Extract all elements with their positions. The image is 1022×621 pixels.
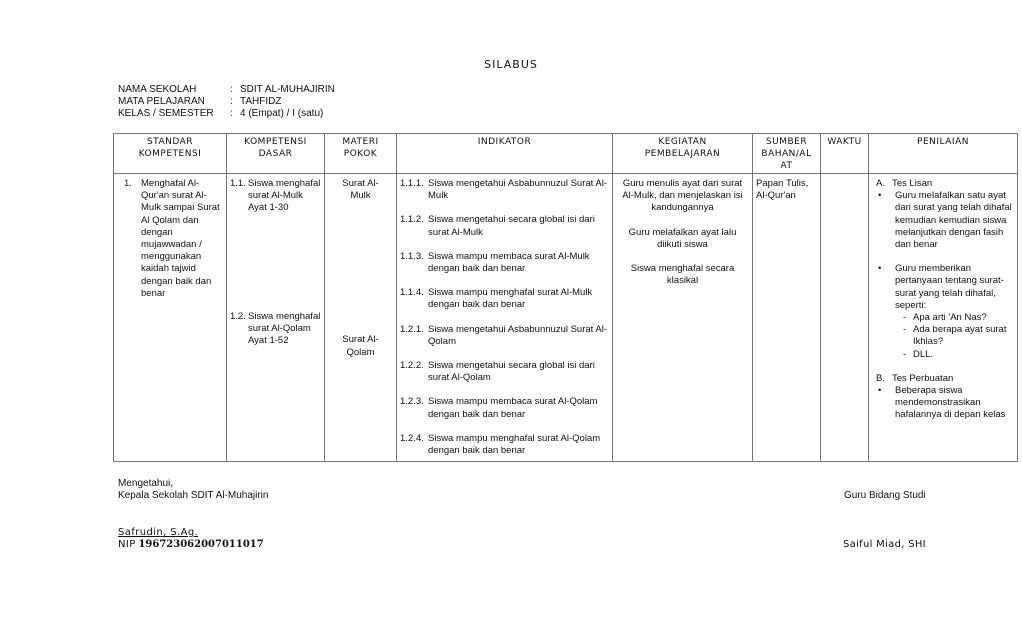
header-sumber-bahan-alat — [753, 134, 821, 174]
item-number: 1.1.1. — [400, 178, 424, 189]
item-text: Siswa mampu membaca surat Al-Mulk dengan baik dan benar — [428, 250, 590, 275]
list-item — [400, 433, 609, 457]
page-title: SILABUS — [484, 58, 538, 71]
header-line: DASAR — [258, 149, 293, 159]
header-line: PEMBELAJARAN — [644, 149, 721, 159]
footer-nip — [118, 539, 264, 551]
list-item — [400, 251, 609, 275]
item-text: Ada berapa ayat surat Ikhlas? — [913, 324, 1007, 348]
cell-waktu — [821, 174, 869, 462]
list-item — [400, 396, 609, 420]
list-item — [872, 349, 1014, 361]
item-number: 1.1. — [230, 178, 246, 189]
footer-head-name: Safrudin, S.Ag. — [118, 527, 199, 538]
header-line: INDIKATOR — [477, 137, 532, 147]
table-row — [114, 174, 1018, 462]
materi-item: Surat Al-Qolam — [342, 334, 379, 358]
item-number: 1.2.1. — [400, 323, 424, 335]
info-separator: : — [230, 108, 233, 119]
header-line: KOMPETENSI — [244, 137, 307, 147]
item-text: Siswa menghafal surat Al-Qolam Ayat 1-52 — [248, 310, 321, 347]
item-text: Beberapa siswa mendemonstrasikan hafalannya di depan kelas — [895, 385, 1006, 421]
item-text: Siswa mengetahui Asbabunnuzul Surat Al-Mulk — [428, 178, 608, 202]
item-text: Siswa mampu menghafal surat Al-Qolam dengan baik dan benar — [428, 432, 601, 457]
footer-teacher-title: Guru Bidang Studi — [844, 490, 926, 501]
header-line: KEGIATAN — [658, 137, 707, 147]
list-item — [400, 178, 609, 202]
item-text: Apa arti 'An Nas? — [913, 312, 987, 324]
item-number: 1.2.4. — [400, 432, 424, 444]
header-line: STANDAR — [146, 137, 194, 147]
waktu-text — [821, 174, 868, 182]
section-text: Tes Perbuatan — [892, 372, 954, 384]
school-info — [118, 84, 335, 120]
dash-icon: - — [903, 312, 907, 324]
section-text: Tes Lisan — [892, 178, 933, 189]
info-row-subject — [118, 96, 335, 108]
item-text: Guru memberikan pertanyaan tentang surat-surat yang telah dihafal, seperti: — [895, 263, 1004, 311]
bullet-icon: • — [878, 263, 882, 275]
list-item — [872, 312, 1014, 324]
item-text: Guru melafalkan satu ayat dari surat yang telah dihafal kemudian kemudian siswa melanjutkan dengan fasih dan benar — [895, 190, 1012, 251]
header-line: WAKTU — [827, 137, 862, 147]
info-value: SDIT AL-MUHAJIRIN — [240, 84, 335, 95]
info-label: NAMA SEKOLAH — [118, 84, 197, 95]
info-label: KELAS / SEMESTER — [118, 108, 214, 119]
materi-item: Surat Al-Mulk — [342, 178, 379, 202]
section-label: B. — [876, 372, 885, 384]
item-text: Menghafal Al-Qur'an surat Al-Mulk sampai Surat Al Qolam dan dengan mujawwadan / menggunakan kaidah tajwid dengan baik dan benar — [141, 178, 220, 299]
dash-icon: - — [903, 324, 907, 336]
footer-head-title: Kepala Sekolah SDIT Al-Muhajirin — [118, 490, 269, 501]
header-materi-pokok — [325, 134, 397, 174]
item-number: 1.1.3. — [400, 250, 424, 262]
info-separator: : — [230, 96, 233, 107]
cell-kegiatan-pembelajaran — [613, 174, 753, 462]
list-item — [230, 178, 321, 215]
header-penilaian — [869, 134, 1018, 174]
list-item — [872, 385, 1014, 422]
info-row-class — [118, 108, 335, 120]
item-text: Siswa mengetahui secara global isi dari surat Al-Qolam — [428, 360, 595, 384]
header-waktu — [821, 134, 869, 174]
item-text: Siswa menghafal surat Al-Mulk Ayat 1-30 — [248, 178, 321, 214]
item-text: Siswa mampu menghafal surat Al-Mulk dengan baik dan benar — [428, 287, 593, 311]
kegiatan-item: Guru menulis ayat dari surat Al-Mulk, dan menjelaskan isi kandungannya — [622, 178, 743, 214]
nip-label: NIP — [118, 539, 136, 550]
item-number: 1.2.3. — [400, 396, 424, 408]
cell-materi-pokok — [325, 174, 397, 462]
header-indikator — [397, 134, 613, 174]
cell-sumber-bahan — [753, 174, 821, 462]
header-line: KOMPETENSI — [138, 149, 202, 159]
header-line: SUMBER — [765, 137, 808, 147]
section-label: A. — [876, 178, 885, 189]
list-item — [400, 287, 609, 311]
list-item — [400, 324, 609, 348]
header-line: POKOK — [343, 149, 378, 159]
item-text: Siswa mampu membaca surat Al-Qolam dengan baik dan benar — [428, 396, 598, 420]
info-separator: : — [230, 84, 233, 95]
info-value: TAHFIDZ — [240, 96, 282, 107]
list-item — [117, 178, 223, 300]
table-header-row — [114, 134, 1018, 174]
info-label: MATA PELAJARAN — [118, 96, 205, 107]
kegiatan-item: Guru melafalkan ayat lalu diikuti siswa — [628, 226, 737, 250]
nip-value: 196723062007011017 — [138, 539, 264, 550]
footer-known: Mengetahui, — [118, 478, 174, 489]
item-number: 1.2. — [230, 310, 246, 322]
cell-indikator — [397, 174, 613, 462]
bullet-icon: • — [878, 190, 882, 202]
list-item — [230, 311, 321, 348]
penilaian-section-a — [872, 178, 1014, 190]
item-text: DLL. — [913, 348, 934, 360]
item-number: 1.1.2. — [400, 214, 424, 226]
syllabus-table — [113, 133, 1018, 462]
list-item — [872, 324, 1014, 348]
footer-teacher-name: Saiful Miad, SHI — [843, 539, 926, 550]
item-number: 1.2.2. — [400, 360, 424, 372]
info-value: 4 (Empat) / I (satu) — [240, 108, 324, 119]
header-standar-kompetensi — [114, 134, 227, 174]
header-line: BAHAN/AL — [761, 149, 812, 159]
cell-penilaian — [869, 174, 1018, 462]
header-kompetensi-dasar — [227, 134, 325, 174]
cell-standar-kompetensi — [114, 174, 227, 462]
dash-icon: - — [903, 348, 907, 360]
header-line: AT — [780, 161, 793, 171]
list-item — [400, 360, 609, 384]
header-kegiatan-pembelajaran — [613, 134, 753, 174]
list-item — [872, 263, 1014, 312]
header-line: PENILAIAN — [917, 137, 969, 147]
penilaian-section-b — [872, 373, 1014, 385]
cell-kompetensi-dasar — [227, 174, 325, 462]
item-number: 1.1.4. — [400, 287, 424, 299]
item-text: Siswa mengetahui Asbabunnuzul Surat Al-Qolam — [428, 323, 608, 347]
info-row-school — [118, 84, 335, 96]
list-item — [872, 190, 1014, 251]
bullet-icon: • — [878, 385, 882, 397]
item-number: 1. — [124, 178, 132, 189]
header-line: MATERI — [342, 137, 379, 147]
sumber-text: Papan Tulis, Al-Qur'an — [756, 178, 809, 202]
list-item — [400, 214, 609, 238]
item-text: Siswa mengetahui secara global isi dari surat Al-Mulk — [428, 214, 595, 238]
kegiatan-item: Siswa menghafal secara klasikal — [630, 263, 735, 287]
